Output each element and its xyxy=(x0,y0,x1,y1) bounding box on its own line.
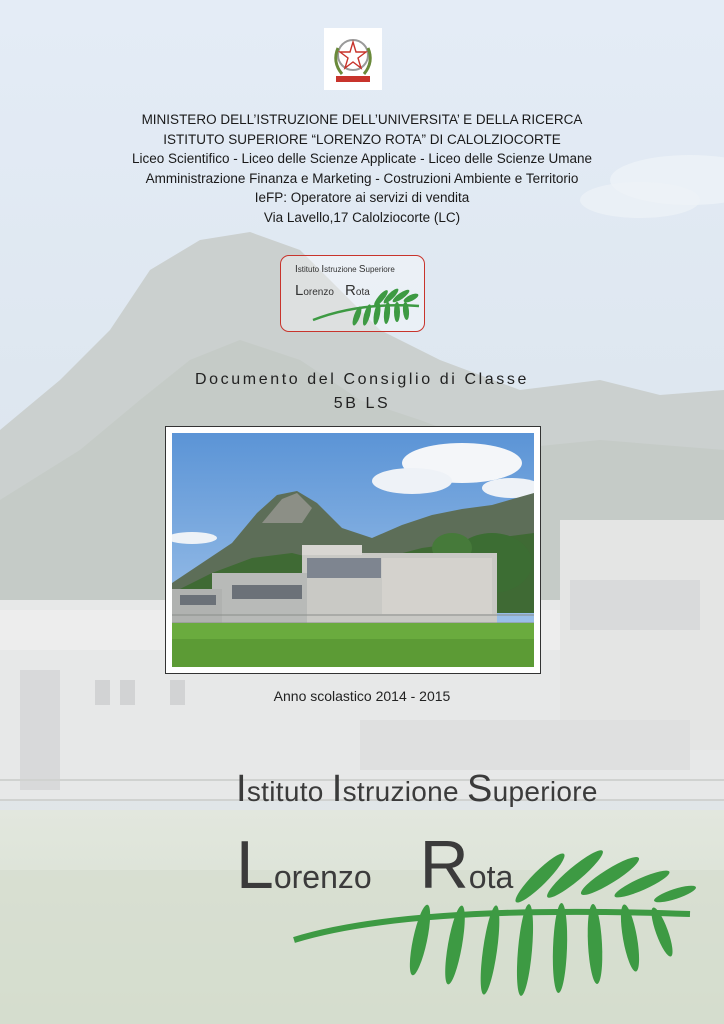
leaf-icon-large xyxy=(290,840,710,1010)
big-logo-line-2: Lorenzo Rota xyxy=(236,827,514,903)
big-logo-line-1: Istituto Istruzione Superiore xyxy=(236,768,598,810)
institute-name: ISTITUTO SUPERIORE “LORENZO ROTA” DI CALOLZIOCORTE xyxy=(163,131,561,147)
school-year: Anno scolastico 2014 - 2015 xyxy=(273,688,451,704)
address: Via Lavello,17 Calolziocorte (LC) xyxy=(263,209,461,225)
school-photo xyxy=(172,433,534,667)
courses-line-2: Amministrazione Finanza e Marketing - Costruzioni Ambiente e Territorio xyxy=(145,170,579,186)
institution-header xyxy=(40,110,684,227)
emblem-icon xyxy=(324,28,382,90)
document-title-text: Documento del Consiglio di Classe xyxy=(195,371,529,388)
small-logo-line-2: Lorenzo Rota xyxy=(295,282,370,299)
school-logo-small xyxy=(280,255,425,332)
small-logo-line-1: Istituto Istruzione Superiore xyxy=(295,264,395,275)
school-photo-frame xyxy=(165,426,541,674)
courses-line-1: Liceo Scientifico - Liceo delle Scienze Applicate - Liceo delle Scienze Umane xyxy=(131,151,592,166)
class-label: 5B LS xyxy=(333,395,391,412)
courses-line-3: IeFP: Operatore ai servizi di vendita xyxy=(254,190,470,205)
ministry-name: MINISTERO DELL’ISTRUZIONE DELL’UNIVERSITA’ E DELLA RICERCA xyxy=(141,112,583,127)
leaf-icon xyxy=(309,284,421,326)
document-title xyxy=(40,370,684,414)
